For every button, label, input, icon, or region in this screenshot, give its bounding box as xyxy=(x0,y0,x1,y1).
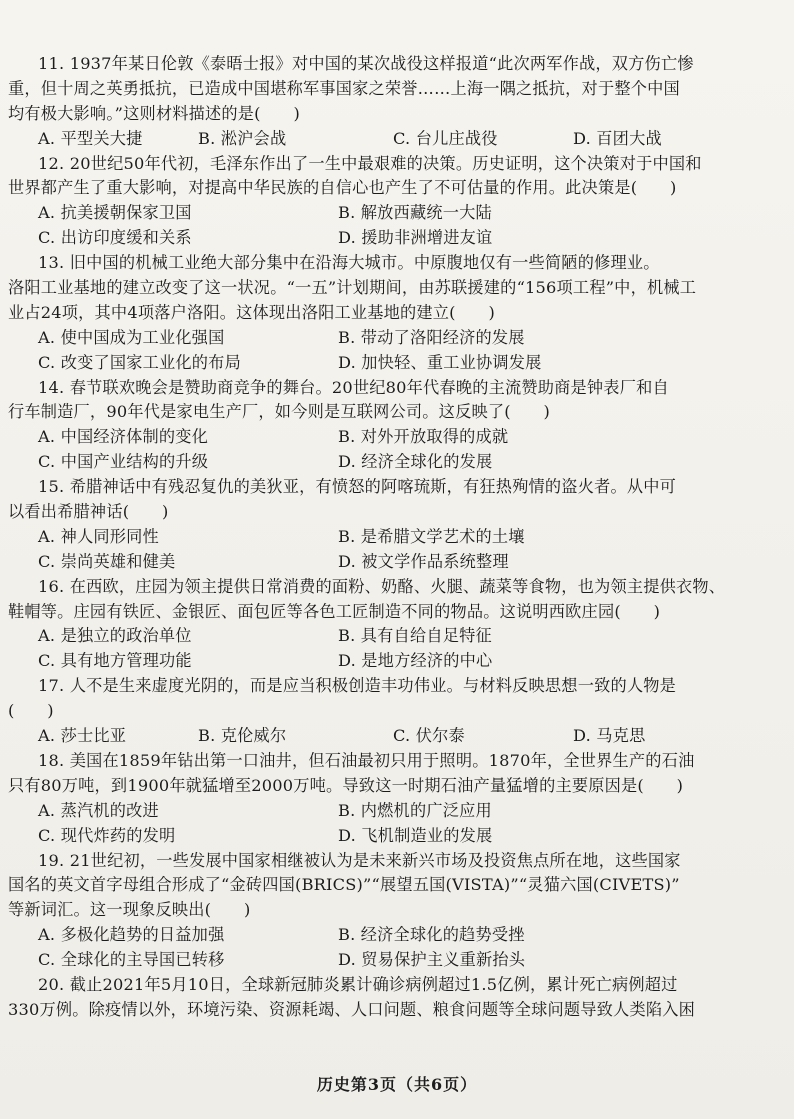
q18-stem-line-1: 18. 美国在1859年钻出第一口油井，但石油最初只用于照明。1870年，全世界生产的石油 xyxy=(38,750,695,770)
q17-option-c: C. 伏尔泰 xyxy=(393,726,465,746)
q11-option-c: C. 台儿庄战役 xyxy=(393,128,498,148)
q19-stem-line-2: 国名的英文首字母组合形成了“金砖四国(BRICS)”“展望五国(VISTA)”“灵猫六国(CIVETS)” xyxy=(8,875,680,895)
q20-stem-line-2: 330万例。除疫情以外，环境污染、资源耗竭、人口问题、粮食问题等全球问题导致人类陷入困 xyxy=(8,999,695,1019)
q12-option-a: A. 抗美援朝保家卫国 xyxy=(38,203,192,223)
q19-option-d: D. 贸易保护主义重新抬头 xyxy=(338,950,526,970)
q16-options-row-1 xyxy=(8,624,788,649)
q17-option-d: D. 马克思 xyxy=(573,726,646,746)
q15-option-b: B. 是希腊文学艺术的土壤 xyxy=(338,526,525,546)
q11-option-a: A. 平型关大捷 xyxy=(38,128,143,148)
q12-options-row-2 xyxy=(8,226,788,251)
q17-stem-line-2: ( ) xyxy=(8,701,54,721)
q15-options-row-1 xyxy=(8,525,788,550)
q13-stem-line-2: 洛阳工业基地的建立改变了这一状况。“一五”计划期间，由苏联援建的“156项工程”中，机械工 xyxy=(8,278,697,298)
q19-stem-line-1: 19. 21世纪初，一些发展中国家相继被认为是未来新兴市场及投资焦点所在地，这些国家 xyxy=(38,850,681,870)
q13-stem-line-3: 业占24项，其中4项落户洛阳。这体现出洛阳工业基地的建立( ) xyxy=(8,302,495,322)
q11-stem-line-3: 均有极大影响。”这则材料描述的是( ) xyxy=(8,103,300,123)
q16-option-d: D. 是地方经济的中心 xyxy=(338,651,493,671)
q19-option-c: C. 全球化的主导国已转移 xyxy=(38,950,225,970)
q15-options-row-2 xyxy=(8,550,788,575)
q17-option-b: B. 克伦威尔 xyxy=(198,726,287,746)
q13-option-a: A. 使中国成为工业化强国 xyxy=(38,327,225,347)
q13-option-d: D. 加快轻、重工业协调发展 xyxy=(338,352,542,372)
q13-options-row-1 xyxy=(8,326,788,351)
q13-option-b: B. 带动了洛阳经济的发展 xyxy=(338,327,525,347)
q12-option-b: B. 解放西藏统一大陆 xyxy=(338,203,492,223)
q11-stem-line-2: 重，但十周之英勇抵抗，已造成中国堪称军事国家之荣誉……上海一隅之抵抗，对于整个中国 xyxy=(8,78,680,98)
q11-option-b: B. 淞沪会战 xyxy=(198,128,287,148)
q12-stem-line-1: 12. 20世纪50年代初，毛泽东作出了一生中最艰难的决策。历史证明，这个决策对于中国和 xyxy=(38,153,702,173)
q16-option-c: C. 具有地方管理功能 xyxy=(38,651,192,671)
q15-stem-line-1: 15. 希腊神话中有残忍复仇的美狄亚，有愤怒的阿喀琉斯，有狂热殉情的盗火者。从中可 xyxy=(38,477,677,497)
q12-option-d: D. 援助非洲增进友谊 xyxy=(338,228,493,248)
page-footer: 历史第3页（共6页） xyxy=(316,1075,478,1094)
q16-options-row-2 xyxy=(8,649,788,674)
q14-options-row-2 xyxy=(8,450,788,475)
q18-option-d: D. 飞机制造业的发展 xyxy=(338,825,493,845)
q19-option-b: B. 经济全球化的趋势受挫 xyxy=(338,925,525,945)
q19-options-row-1 xyxy=(8,923,788,948)
q19-stem-line-3: 等新词汇。这一现象反映出( ) xyxy=(8,900,251,920)
q14-stem-line-1: 14. 春节联欢晚会是赞助商竞争的舞台。20世纪80年代春晚的主流赞助商是钟表厂和自 xyxy=(38,377,669,397)
q13-stem-line-1: 13. 旧中国的机械工业绝大部分集中在沿海大城市。中原腹地仅有一些简陋的修理业。 xyxy=(38,253,660,273)
q15-option-c: C. 崇尚英雄和健美 xyxy=(38,551,176,571)
q15-option-a: A. 神人同形同性 xyxy=(38,526,159,546)
q15-stem-line-2: 以看出希腊神话( ) xyxy=(8,502,169,522)
q18-option-a: A. 蒸汽机的改进 xyxy=(38,800,159,820)
q12-option-c: C. 出访印度缓和关系 xyxy=(38,228,192,248)
q13-options-row-2 xyxy=(8,351,788,376)
question-list xyxy=(8,52,788,1023)
q12-options-row-1 xyxy=(8,201,788,226)
q16-option-b: B. 具有自给自足特征 xyxy=(338,626,492,646)
q17-options xyxy=(8,724,788,749)
q16-stem-line-1: 16. 在西欧，庄园为领主提供日常消费的面粉、奶酪、火腿、蔬菜等食物，也为领主提供衣物、 xyxy=(38,576,726,596)
q14-stem-line-2: 行车制造厂，90年代是家电生产厂，如今则是互联网公司。这反映了( ) xyxy=(8,402,551,422)
q14-option-a: A. 中国经济体制的变化 xyxy=(38,427,209,447)
q18-options-row-1 xyxy=(8,799,788,824)
q14-option-d: D. 经济全球化的发展 xyxy=(338,452,493,472)
q20-stem-line-1: 20. 截止2021年5月10日，全球新冠肺炎累计确诊病例超过1.5亿例，累计死亡病例超过 xyxy=(38,974,678,994)
q16-stem-line-2: 鞋帽等。庄园有铁匠、金银匠、面包匠等各色工匠制造不同的物品。这说明西欧庄园( ) xyxy=(8,601,661,621)
q16-option-a: A. 是独立的政治单位 xyxy=(38,626,192,646)
q11-stem-line-1: 11. 1937年某日伦敦《泰晤士报》对中国的某次战役这样报道“此次两军作战，双方伤亡惨 xyxy=(38,54,694,73)
q17-stem-line-1: 17. 人不是生来虚度光阴的，而是应当积极创造丰功伟业。与材料反映思想一致的人物是 xyxy=(38,676,677,696)
q11-option-d: D. 百团大战 xyxy=(573,128,662,148)
q18-stem-line-2: 只有80万吨，到1900年就猛增至2000万吨。导致这一时期石油产量猛增的主要原因是( ) xyxy=(8,775,684,795)
q14-option-b: B. 对外开放取得的成就 xyxy=(338,427,509,447)
q18-option-c: C. 现代炸药的发明 xyxy=(38,825,176,845)
q19-options-row-2 xyxy=(8,948,788,973)
q13-option-c: C. 改变了国家工业化的布局 xyxy=(38,352,241,372)
q19-option-a: A. 多极化趋势的日益加强 xyxy=(38,925,225,945)
q11-options xyxy=(8,127,788,152)
q18-options-row-2 xyxy=(8,824,788,849)
q12-stem-line-2: 世界都产生了重大影响，对提高中华民族的自信心也产生了不可估量的作用。此决策是( ) xyxy=(8,178,677,198)
q14-option-c: C. 中国产业结构的升级 xyxy=(38,452,209,472)
q17-option-a: A. 莎士比亚 xyxy=(38,726,127,746)
q15-option-d: D. 被文学作品系统整理 xyxy=(338,551,509,571)
q18-option-b: B. 内燃机的广泛应用 xyxy=(338,800,492,820)
q14-options-row-1 xyxy=(8,425,788,450)
